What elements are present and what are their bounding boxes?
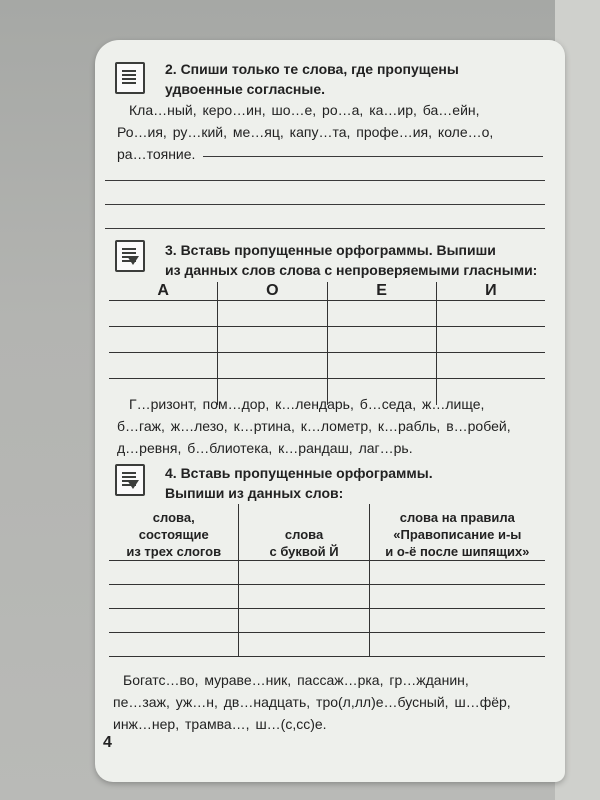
table-cell[interactable] bbox=[369, 560, 545, 584]
task4-words-line3: инж…нер, трамва…, ш…(с,сс)е. bbox=[113, 716, 327, 732]
table-cell[interactable] bbox=[109, 327, 218, 353]
task4-title-line2: Выпиши из данных слов: bbox=[165, 485, 344, 501]
table-cell[interactable] bbox=[109, 632, 239, 656]
table-cell[interactable] bbox=[218, 301, 327, 327]
table-cell[interactable] bbox=[436, 353, 545, 379]
answer-line[interactable] bbox=[203, 156, 543, 157]
table-cell[interactable] bbox=[109, 608, 239, 632]
task3-words-line2: б…гаж, ж…лезо, к…ртина, к…лометр, к…рабль, в…робей, bbox=[117, 418, 511, 434]
task2-title-line1: 2. Спиши только те слова, где пропущены bbox=[165, 61, 459, 77]
column-three-syllables-header: слова, состоящие из трех слогов bbox=[109, 504, 239, 560]
write-task-icon bbox=[115, 62, 145, 94]
task3-title-line2: из данных слов слова с непроверяемыми гласными: bbox=[165, 262, 538, 278]
task2-words-line2: Ро…ия, ру…кий, ме…яц, капу…та, профе…ия, коле…о, bbox=[117, 124, 494, 140]
table-cell[interactable] bbox=[109, 584, 239, 608]
table-cell[interactable] bbox=[369, 584, 545, 608]
task4-words-line1: Богатс…во, мураве…ник, пассаж…рка, гр…жданин, bbox=[123, 672, 469, 688]
table-cell[interactable] bbox=[109, 353, 218, 379]
categories-table bbox=[109, 504, 545, 657]
table-cell[interactable] bbox=[239, 632, 369, 656]
answer-line[interactable] bbox=[105, 180, 545, 181]
task4-title-line1: 4. Вставь пропущенные орфограммы. bbox=[165, 465, 433, 481]
table-cell[interactable] bbox=[109, 560, 239, 584]
table-cell[interactable] bbox=[239, 584, 369, 608]
write-task-icon bbox=[115, 240, 145, 272]
write-task-icon bbox=[115, 464, 145, 496]
table-cell[interactable] bbox=[239, 560, 369, 584]
table-cell[interactable] bbox=[327, 353, 436, 379]
column-e-header: Е bbox=[327, 282, 436, 301]
page-number: 4 bbox=[103, 734, 112, 751]
task3-title-line1: 3. Вставь пропущенные орфограммы. Выпиши bbox=[165, 242, 496, 258]
column-o-header: О bbox=[218, 282, 327, 301]
table-cell[interactable] bbox=[327, 301, 436, 327]
table-cell[interactable] bbox=[218, 353, 327, 379]
table-cell[interactable] bbox=[369, 632, 545, 656]
table-cell[interactable] bbox=[239, 608, 369, 632]
task3-words-line3: д…ревня, б…блиотека, к…рандаш, лаг…рь. bbox=[117, 440, 413, 456]
task2-title-line2: удвоенные согласные. bbox=[165, 81, 326, 97]
answer-line[interactable] bbox=[105, 204, 545, 205]
table-cell[interactable] bbox=[436, 327, 545, 353]
table-cell[interactable] bbox=[218, 327, 327, 353]
worksheet-page bbox=[95, 40, 565, 782]
task4-words-line2: пе…заж, уж…н, дв…надцать, тро(л,лл)е…бусный, ш…фёр, bbox=[113, 694, 511, 710]
task3-words-line1: Г…ризонт, пом…дор, к…лендарь, б…седа, ж…лище, bbox=[129, 396, 485, 412]
column-a-header: А bbox=[109, 282, 218, 301]
column-letter-y-header: слова с буквой Й bbox=[239, 504, 369, 560]
table-cell[interactable] bbox=[369, 608, 545, 632]
table-cell[interactable] bbox=[109, 301, 218, 327]
task2-words-line1: Кла…ный, керо…ин, шо…е, ро…а, ка…ир, ба…ейн, bbox=[129, 102, 480, 118]
column-spelling-rule-header: слова на правила «Правописание и-ы и о-ё после шипящих» bbox=[369, 504, 545, 560]
answer-line[interactable] bbox=[105, 228, 545, 229]
column-i-header: И bbox=[436, 282, 545, 301]
table-cell[interactable] bbox=[436, 301, 545, 327]
task2-words-line3: ра…тояние. bbox=[117, 146, 196, 162]
table-cell[interactable] bbox=[327, 327, 436, 353]
vowels-table bbox=[109, 282, 545, 405]
